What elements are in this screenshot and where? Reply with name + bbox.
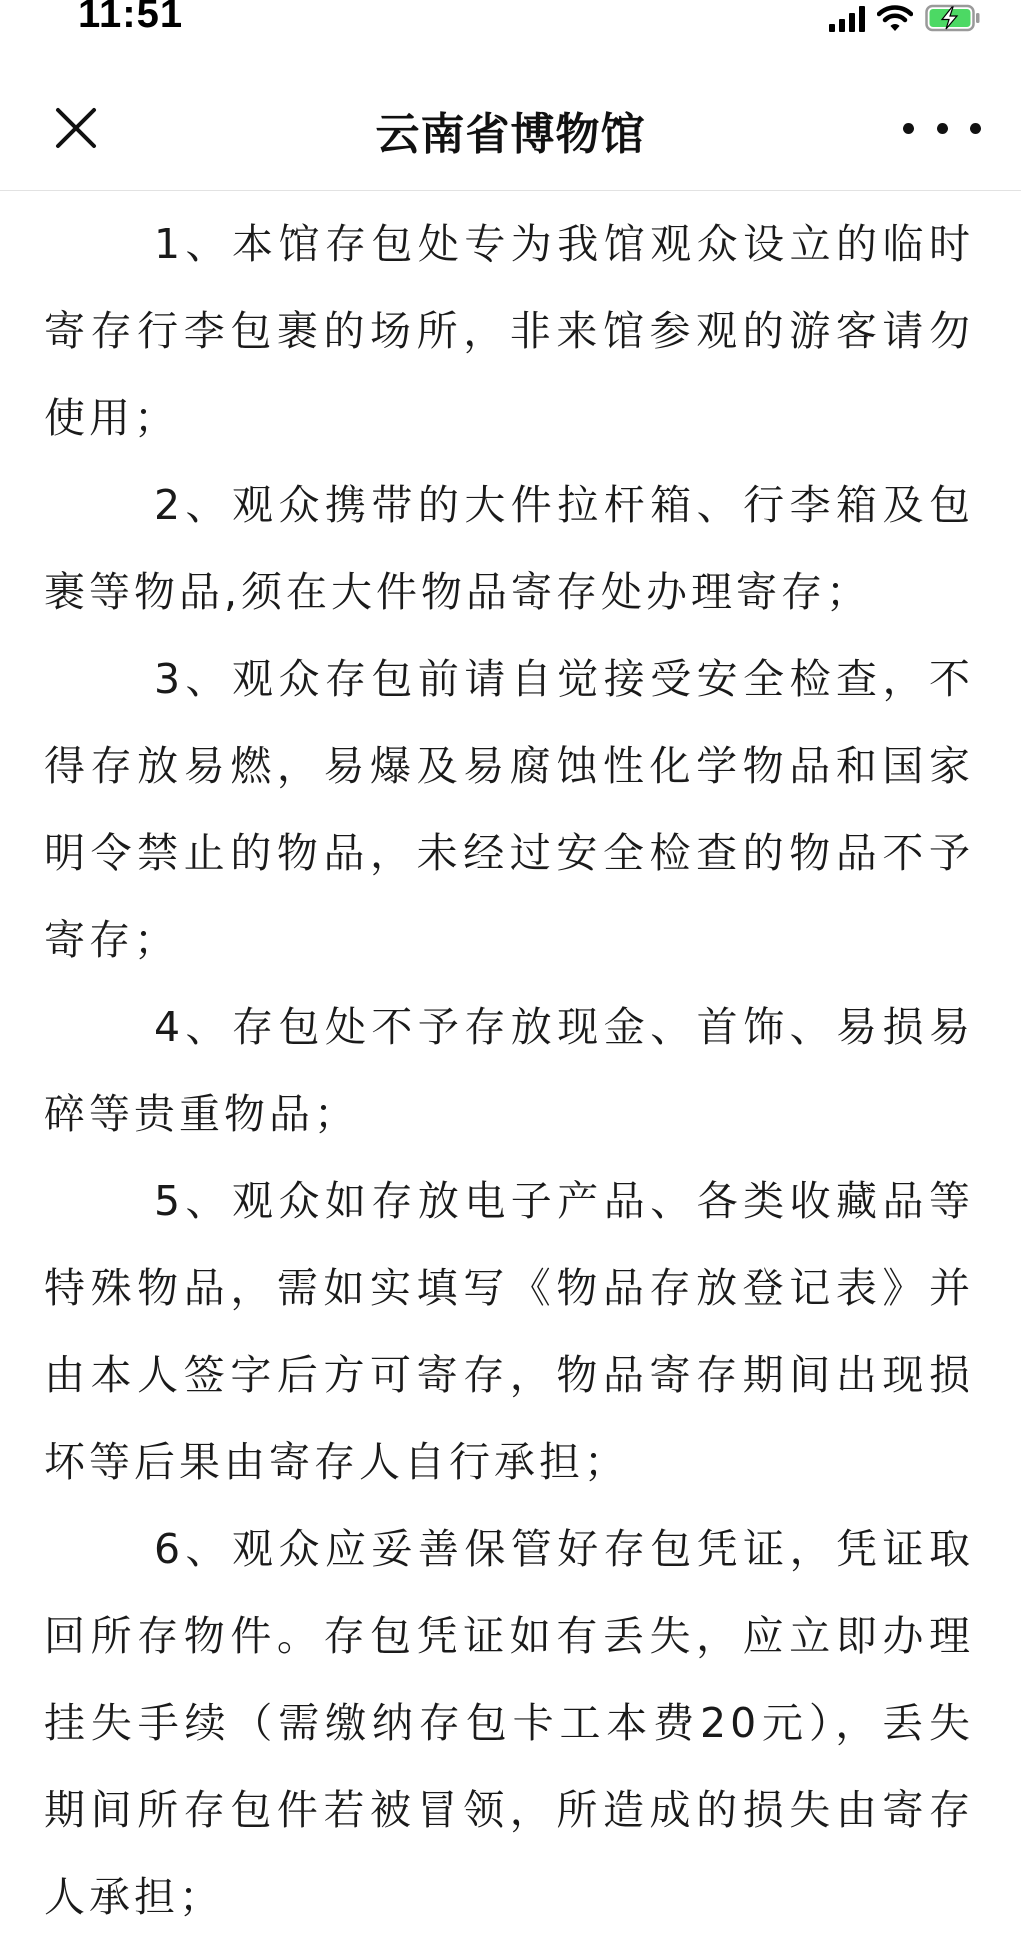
rule-paragraph-3: 3、观众存包前请自觉接受安全检查，不得存放易燃，易爆及易腐蚀性化学物品和国家明令禁止的物品，未经过安全检查的物品不予寄存； (44, 655, 974, 964)
battery-charging-icon (925, 4, 981, 32)
more-icon (903, 123, 914, 134)
status-bar (0, 0, 1021, 48)
more-icon (937, 123, 948, 134)
rule-paragraph-6: 6、观众应妥善保管好存包凭证，凭证取回所存物件。存包凭证如有丢失，应立即办理挂失手续（需缴纳存包卡工本费20元），丢失期间所存包件若被冒领，所造成的损失由寄存人承担； (44, 1525, 974, 1921)
article-content (44, 201, 974, 1941)
wifi-icon (877, 4, 913, 32)
rule-paragraph-5: 5、观众如存放电子产品、各类收藏品等特殊物品，需如实填写《物品存放登记表》并由本人签字后方可寄存，物品寄存期间出现损坏等后果由寄存人自行承担； (44, 1177, 974, 1486)
rule-paragraph-2: 2、观众携带的大件拉杆箱、行李箱及包裹等物品,须在大件物品寄存处办理寄存； (44, 481, 974, 616)
signal-icon (829, 6, 865, 32)
status-icons (829, 2, 981, 32)
more-icon (970, 123, 981, 134)
navigation-bar (0, 48, 1021, 191)
more-button[interactable] (903, 108, 981, 148)
status-time: 11:51 (78, 0, 184, 36)
rule-paragraph-1: 1、本馆存包处专为我馆观众设立的临时寄存行李包裹的场所，非来馆参观的游客请勿使用； (44, 220, 974, 442)
page-title: 云南省博物馆 (375, 109, 646, 160)
rule-paragraph-4: 4、存包处不予存放现金、首饰、易损易碎等贵重物品； (44, 1003, 974, 1138)
